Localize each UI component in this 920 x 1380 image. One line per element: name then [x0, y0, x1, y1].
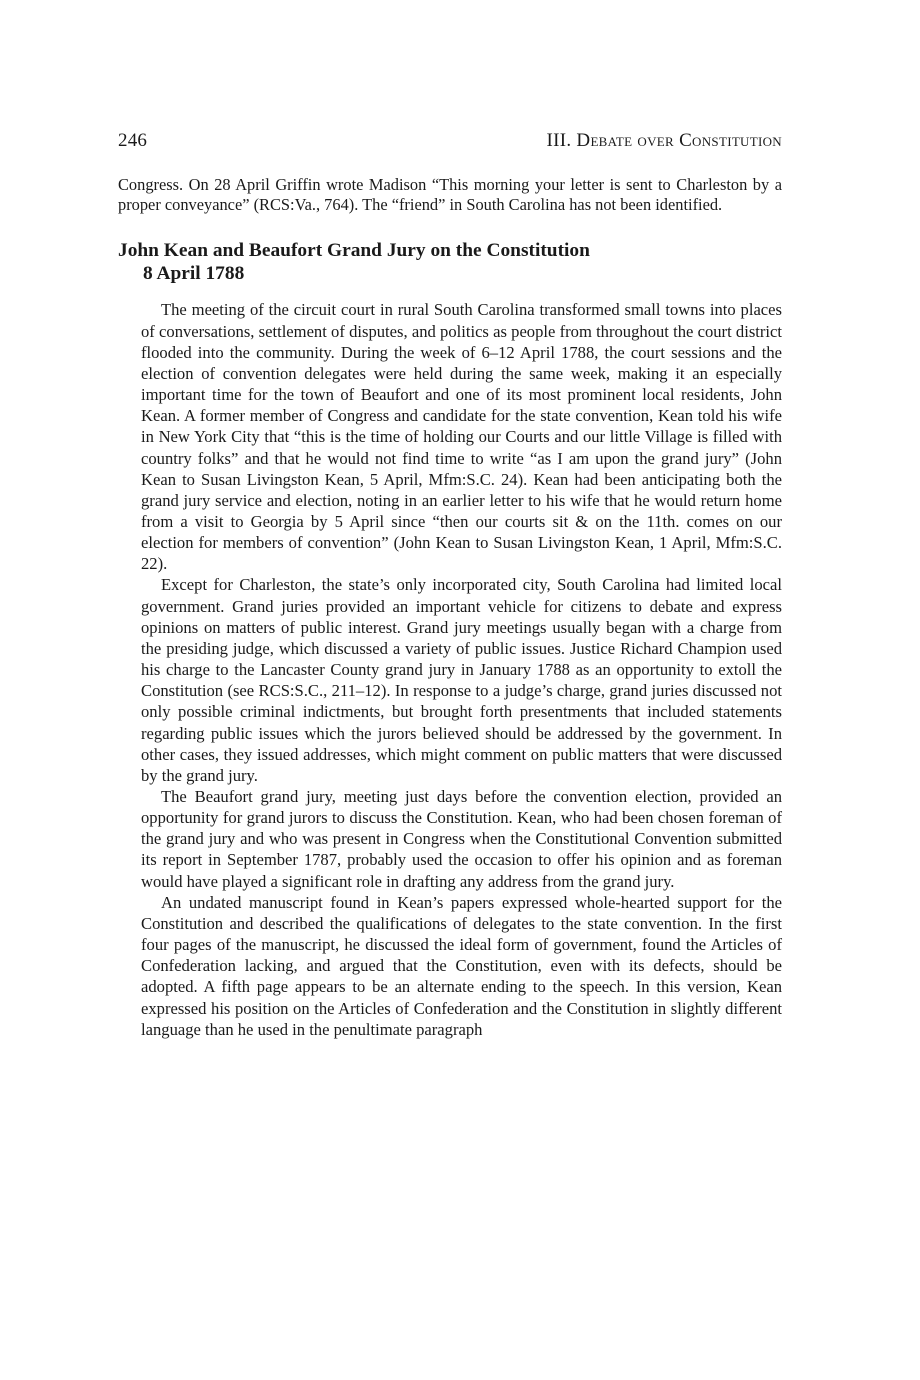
running-head — [118, 128, 782, 154]
section-heading-date: 8 April 1788 — [143, 263, 245, 285]
section-heading — [118, 239, 782, 285]
document-page — [118, 128, 782, 1040]
body-paragraph: The meeting of the circuit court in rural South Carolina transformed small towns into places of conversations, settlement of disputes, and politics as people from throughout the court district flooded into the community. During the week of 6–12 April 1788, the court sessions and the election of convention delegates were held during the same week, making it an especially important time for the town of Beaufort and one of its most prominent local residents, John Kean. A former member of Congress and candidate for the state convention, Kean told his wife in New York City that “this is the time of holding our Courts and our little Village is filled with country folks” and that he would not find time to write “as I am upon the grand jury” (John Kean to Susan Livingston Kean, 5 April, Mfm:S.C. 24). Kean had been anticipating both the grand jury service and election, noting in an earlier letter to his wife that he would return home from a visit to Georgia by 5 April since “then our courts sit & on the 11th. comes on our election for members of convention” (John Kean to Susan Livingston Kean, 1 April, Mfm:S.C. 22). — [141, 300, 782, 574]
body-paragraph: Except for Charleston, the state’s only incorporated city, South Carolina had limited local government. Grand juries provided an important vehicle for citizens to debate and express opinions on matters of public interest. Grand jury meetings usually began with a charge from the presiding judge, which discussed a variety of public issues. Justice Richard Champion used his charge to the Lancaster County grand jury in January 1788 as an opportunity to extoll the Constitution (see RCS:S.C., 211–12). In response to a judge’s charge, grand juries discussed not only possible criminal indictments, but brought forth presentments that included statements regarding public issues which the jurors believed should be addressed by the government. In other cases, they issued addresses, which might comment on public matters that were discussed by the grand jury. — [141, 575, 782, 785]
section-heading-title: John Kean and Beaufort Grand Jury on the Constitution — [118, 240, 590, 262]
body-text — [118, 299, 782, 1039]
running-head-title: III. Debate over Constitution — [546, 130, 782, 151]
body-paragraph: An undated manuscript found in Kean’s papers expressed whole-hearted support for the Constitution and described the qualifications of delegates to the state convention. In the first four pages of the manuscript, he discussed the ideal form of government, found the Articles of Confederation lacking, and argued that the Constitution, even with its defects, should be adopted. A fifth page appears to be an alternate ending to the speech. In this version, Kean expressed his position on the Articles of Confederation and the Constitution in slightly different language than he used in the penultimate paragraph — [141, 892, 782, 1039]
body-paragraph: The Beaufort grand jury, meeting just days before the convention election, provided an opportunity for grand jurors to discuss the Constitution. Kean, who had been chosen foreman of the grand jury and who was present in Congress when the Constitutional Convention submitted its report in September 1787, probably used the occasion to offer his opinion and as foreman would have played a significant role in drafting any address from the grand jury. — [141, 787, 782, 891]
carryover-note: Congress. On 28 April Griffin wrote Madison “This morning your letter is sent to Charleston by a proper conveyance” (RCS:Va., 764). The “friend” in South Carolina has not been identified. — [118, 175, 782, 215]
page-number: 246 — [118, 130, 148, 151]
